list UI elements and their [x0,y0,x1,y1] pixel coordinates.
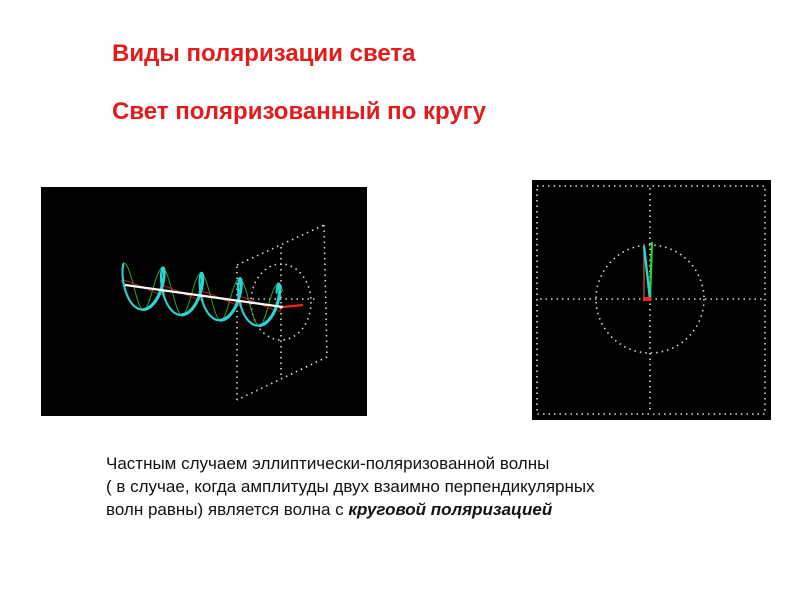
frame-right-edge [324,225,327,357]
vector-origin-red [643,297,651,301]
slide-title: Виды поляризации света [112,40,416,67]
caption-text [106,452,706,521]
helix-wave-figure [41,187,367,416]
caption-emphasis: круговой поляризацией [348,500,553,519]
caption-line-3-plain: волн равны) является волна с [106,500,349,519]
caption-line-3 [106,498,706,521]
rotating-vector-icon [532,180,771,420]
axis-tip-red [283,305,303,307]
projection-plane-frame [237,225,327,400]
caption-line-1: Частным случаем эллиптически-поляризованной волны [106,454,550,473]
caption-line-2: ( в случае, когда амплитуды двух взаимно перпендикулярных [106,477,595,496]
sine-green-component [125,263,283,325]
slide-subtitle: Свет поляризованный по кругу [112,98,487,125]
vector-green [650,242,652,299]
circle-projection-figure [532,180,771,420]
frame-bottom-edge [237,357,327,400]
helix-wave-icon [41,187,367,416]
vector-cyan [644,246,650,299]
